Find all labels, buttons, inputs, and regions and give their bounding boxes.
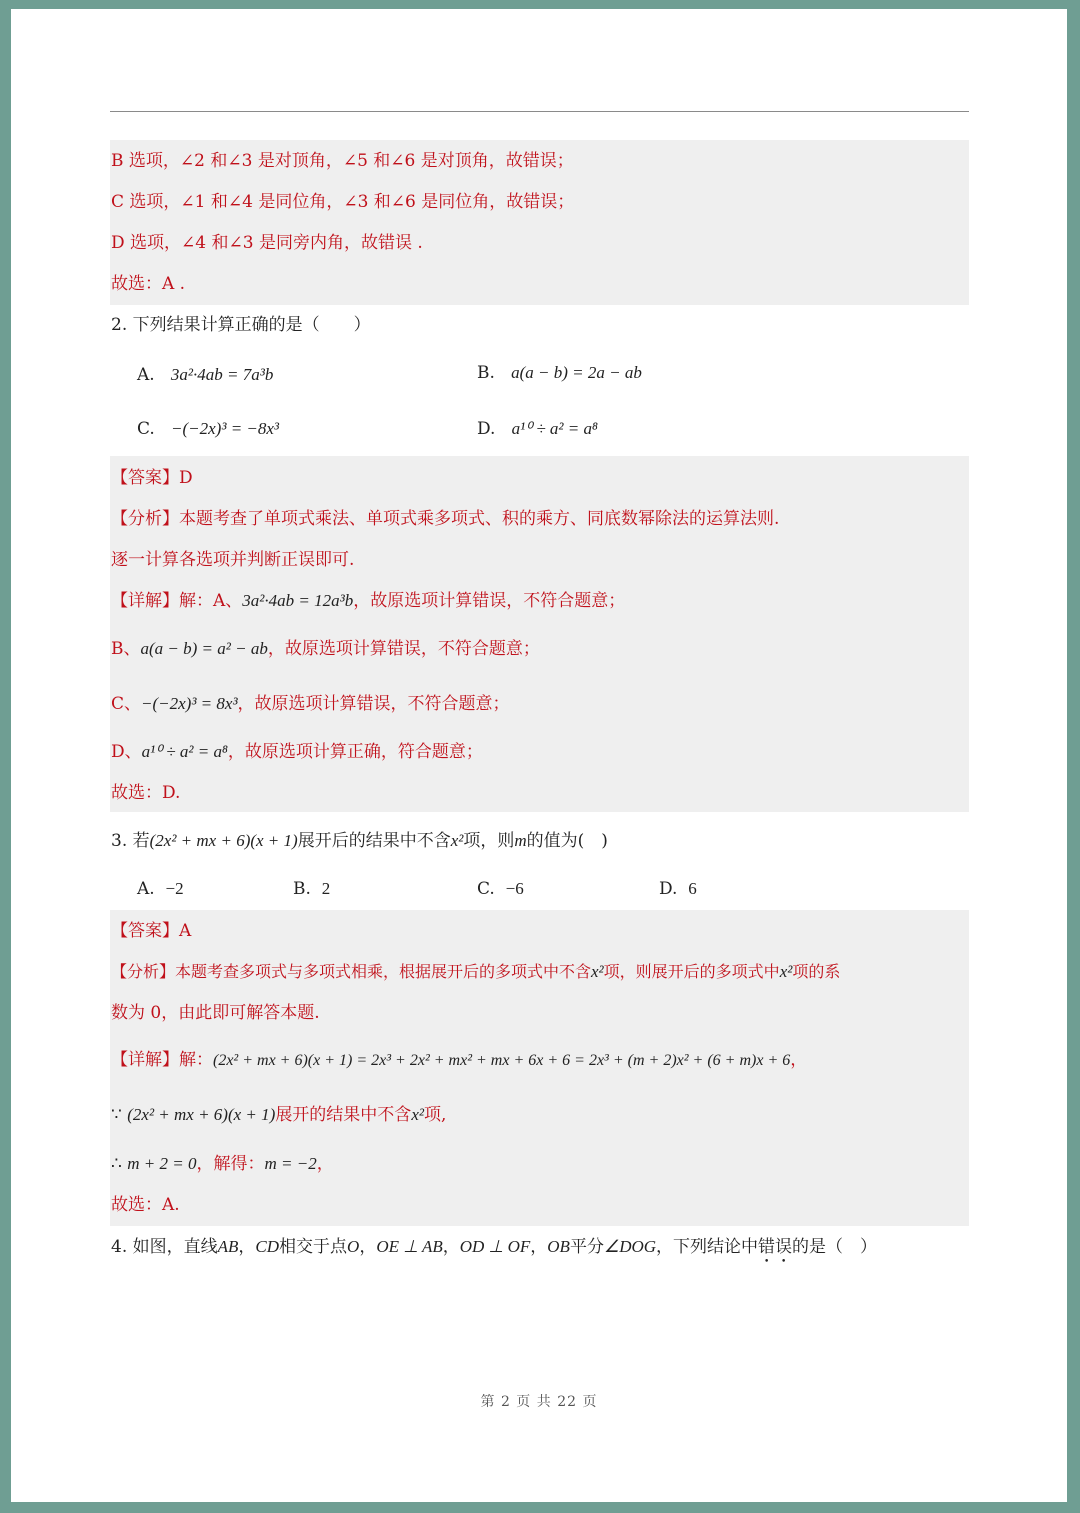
q3-option-c-value: −6 (505, 879, 524, 898)
q2-stem: 2. 下列结果计算正确的是（ ） (111, 315, 371, 335)
header-rule (110, 111, 969, 112)
q4-stem-a: 4. 如图，直线 (111, 1237, 218, 1257)
q3-choose: 故选：A. (111, 1195, 180, 1215)
q2-detail-c (111, 692, 510, 716)
q2-option-d-label: D. (477, 419, 496, 439)
q3-option-c (477, 877, 524, 901)
q3-option-c-label: C. (477, 879, 495, 899)
q4-o: O (347, 1237, 360, 1256)
q2-option-c-label: C. (137, 419, 155, 439)
q4-sep1: ， (238, 1237, 256, 1257)
q3-because-text: 展开的结果中不含 (275, 1105, 412, 1125)
q3-because (111, 1103, 446, 1127)
q2-detail-a-tail: ，故原选项计算错误，不符合题意； (353, 591, 626, 611)
q2-option-a-label: A. (137, 365, 155, 385)
q3-stem-mid2: 项，则 (463, 831, 515, 851)
q4-ob: OB (547, 1237, 570, 1256)
q3-analysis-2: 数为 0，由此即可解答本题. (111, 1003, 320, 1023)
q2-option-b-label: B. (477, 363, 495, 383)
q4-stem-d: ，下列结论中 (656, 1237, 759, 1257)
prev-solution-choose: 故选：A . (111, 274, 186, 294)
q3-analysis-1b: x² (591, 962, 604, 981)
q3-therefore-expr: m + 2 = 0 (127, 1154, 197, 1173)
q2-analysis-1: 【分析】本题考查了单项式乘法、单项式乘多项式、积的乘方、同底数幂除法的运算法则. (111, 509, 780, 529)
q2-option-a-expr: 3a²·4ab = 7a³b (170, 365, 274, 384)
q3-option-d-value: 6 (688, 879, 697, 898)
q3-stem-m: m (514, 831, 527, 850)
q3-analysis-1a: 【分析】本题考查多项式与多项式相乘，根据展开后的多项式中不含 (111, 962, 592, 981)
q3-therefore-result: m = −2 (264, 1154, 317, 1173)
q2-detail-a (111, 589, 625, 613)
q3-detail-tail: ， (790, 1050, 808, 1070)
q2-detail-c-prefix: C、 (111, 694, 142, 714)
therefore-symbol: ∴ (111, 1154, 122, 1174)
q4-cd: CD (255, 1237, 280, 1256)
q3-analysis-1d: x² (779, 962, 793, 981)
document-page (11, 9, 1067, 1502)
because-symbol: ∵ (111, 1105, 122, 1125)
q2-detail-d-prefix: D、 (111, 742, 142, 762)
q2-answer: 【答案】D (111, 468, 193, 488)
q4-stem-e: 的是（ ） (792, 1237, 878, 1257)
q2-detail-a-expr: 3a²·4ab = 12a³b (242, 591, 354, 610)
q3-option-a-value: −2 (165, 879, 184, 898)
q2-detail-b (111, 637, 540, 661)
q4-wrong-emphasis: 错误 (758, 1237, 793, 1257)
q3-analysis-1c: 项，则展开后的多项式中 (603, 962, 780, 981)
q2-option-b (477, 361, 642, 385)
q2-option-d-expr: a¹⁰ ÷ a² = a⁸ (511, 419, 598, 438)
q3-analysis-1 (111, 960, 840, 984)
q2-detail-b-tail: ，故原选项计算错误，不符合题意； (267, 639, 540, 659)
q3-option-d-label: D. (659, 879, 678, 899)
q2-detail-b-expr: a(a − b) = a² − ab (140, 639, 268, 658)
q3-detail-prefix: 【详解】解： (111, 1050, 213, 1070)
q2-detail-d-expr: a¹⁰ ÷ a² = a⁸ (141, 742, 228, 761)
q4-ab: AB (217, 1237, 239, 1256)
q3-stem-expr: (2x² + mx + 6)(x + 1) (149, 831, 298, 850)
q2-analysis-2: 逐一计算各选项并判断正误即可. (111, 550, 355, 570)
q3-stem-prefix: 3. 若 (111, 831, 150, 851)
q2-detail-prefix: 【详解】解：A、 (111, 591, 243, 611)
q3-detail (111, 1048, 807, 1073)
q4-stem-b: 相交于点 (279, 1237, 348, 1257)
q3-stem (111, 829, 608, 853)
q4-od: OD ⊥ OF (459, 1237, 531, 1256)
q3-analysis-1e: 项的系 (792, 962, 841, 981)
q3-option-b (293, 877, 330, 901)
q4-stem-c: 平分 (569, 1237, 604, 1257)
q2-detail-c-expr: −(−2x)³ = 8x³ (141, 694, 238, 713)
q2-option-b-expr: a(a − b) = 2a − ab (511, 363, 642, 382)
q3-stem-mid: 展开后的结果中不含 (297, 831, 451, 851)
q3-therefore-mid: ，解得： (196, 1154, 265, 1174)
q3-option-a (137, 877, 184, 901)
q2-choose: 故选：D. (111, 783, 181, 803)
q2-detail-d (111, 740, 483, 764)
prev-solution-b: B 选项，∠2 和∠3 是对顶角，∠5 和∠6 是对顶角，故错误； (111, 151, 574, 171)
q2-detail-b-prefix: B、 (111, 639, 141, 659)
q2-option-a (137, 363, 273, 387)
q3-option-b-label: B. (293, 879, 311, 899)
q4-stem (111, 1235, 877, 1267)
q3-stem-tail: 的值为( ) (526, 831, 608, 851)
q4-sep3: ， (442, 1237, 460, 1257)
q3-answer: 【答案】A (111, 921, 192, 941)
q3-detail-expr: (2x² + mx + 6)(x + 1) = 2x³ + 2x² + mx² + mx + 6x + 6 = 2x³ + (m + 2)x² + (6 + m)x + 6 (213, 1052, 791, 1069)
q3-option-b-value: 2 (321, 879, 331, 898)
q2-option-c (137, 417, 279, 441)
q4-sep4: ， (530, 1237, 548, 1257)
q3-option-d (659, 877, 697, 901)
page-footer: 第 2 页 共 22 页 (480, 1394, 598, 1410)
q4-oe: OE ⊥ AB (376, 1237, 443, 1256)
q2-option-c-expr: −(−2x)³ = −8x³ (171, 419, 280, 438)
q2-detail-d-tail: ，故原选项计算正确，符合题意； (227, 742, 483, 762)
q3-because-expr: (2x² + mx + 6)(x + 1) (127, 1105, 276, 1124)
q2-option-d (477, 417, 598, 441)
prev-solution-d: D 选项，∠4 和∠3 是同旁内角，故错误 . (111, 233, 423, 253)
q4-dog: ∠DOG (603, 1237, 657, 1256)
q3-option-a-label: A. (137, 879, 155, 899)
q2-detail-c-tail: ，故原选项计算错误，不符合题意； (237, 694, 510, 714)
q3-therefore-tail: ， (316, 1154, 334, 1174)
q3-stem-x2: x² (450, 831, 464, 850)
q3-because-x2: x² (411, 1105, 424, 1124)
q3-therefore (111, 1152, 334, 1176)
q3-because-tail: 项, (423, 1105, 447, 1125)
prev-solution-c: C 选项，∠1 和∠4 是同位角，∠3 和∠6 是同位角，故错误； (111, 192, 575, 212)
q4-sep2: ， (359, 1237, 377, 1257)
